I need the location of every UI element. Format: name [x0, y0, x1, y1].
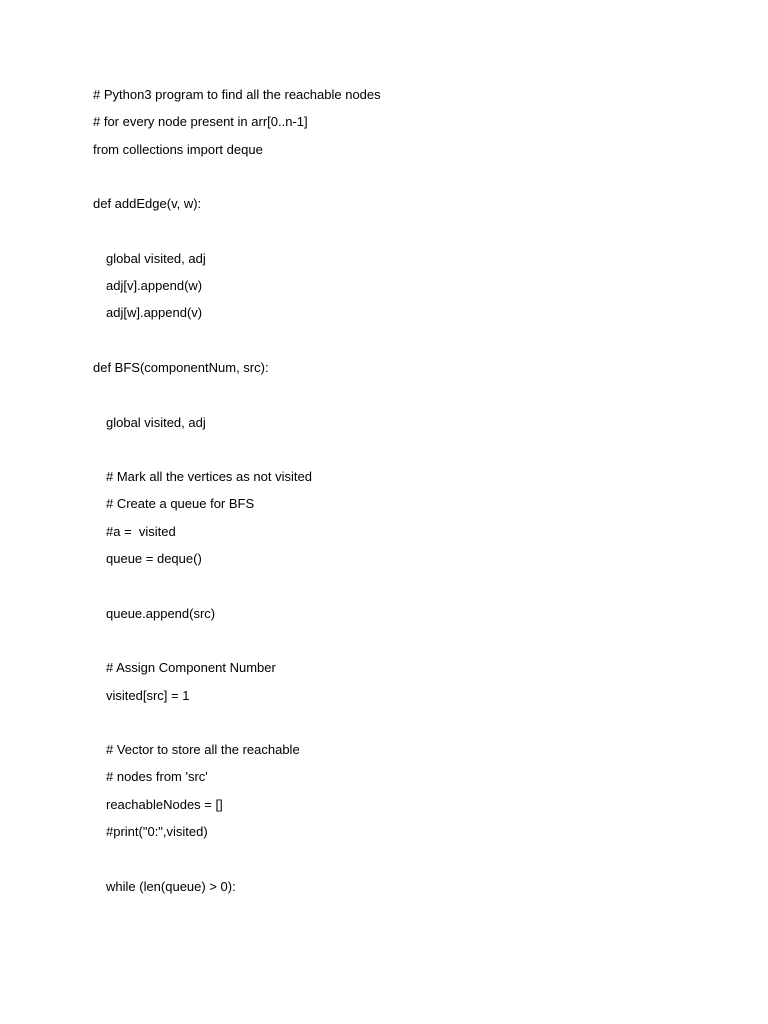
blank-line: [93, 575, 713, 602]
code-line: # Assign Component Number: [106, 660, 276, 676]
code-line: global visited, adj: [106, 414, 206, 430]
code-line: queue = deque(): [106, 551, 202, 567]
code-line: def BFS(componentNum, src):: [93, 359, 269, 375]
code-line: global visited, adj: [106, 250, 206, 266]
code-line: while (len(queue) > 0):: [106, 878, 236, 894]
code-line: # Vector to store all the reachable: [106, 742, 300, 758]
blank-line: [93, 166, 713, 193]
blank-line: [93, 439, 713, 466]
code-line: queue.append(src): [106, 605, 216, 621]
code-text-block: [93, 84, 713, 903]
code-line: adj[v].append(w): [106, 278, 203, 294]
code-line: reachableNodes = []: [106, 796, 223, 812]
code-line: from collections import deque: [93, 141, 263, 157]
code-line: # Mark all the vertices as not visited: [106, 469, 312, 485]
code-line: visited[src] = 1: [106, 687, 190, 703]
code-line: # for every node present in arr[0..n-1]: [93, 114, 308, 130]
blank-line: [93, 220, 713, 247]
code-line: #print("0:",visited): [106, 824, 208, 840]
code-line: # Create a queue for BFS: [106, 496, 255, 512]
blank-line: [93, 712, 713, 739]
code-line: # Python3 program to find all the reachable nodes: [93, 87, 381, 102]
code-line: #a = visited: [106, 523, 176, 539]
code-line: # nodes from 'src': [106, 769, 208, 785]
code-line: def addEdge(v, w):: [93, 196, 202, 212]
blank-line: [93, 330, 713, 357]
blank-line: [93, 848, 713, 875]
blank-line: [93, 384, 713, 411]
code-line: adj[w].append(v): [106, 305, 203, 321]
blank-line: [93, 630, 713, 657]
